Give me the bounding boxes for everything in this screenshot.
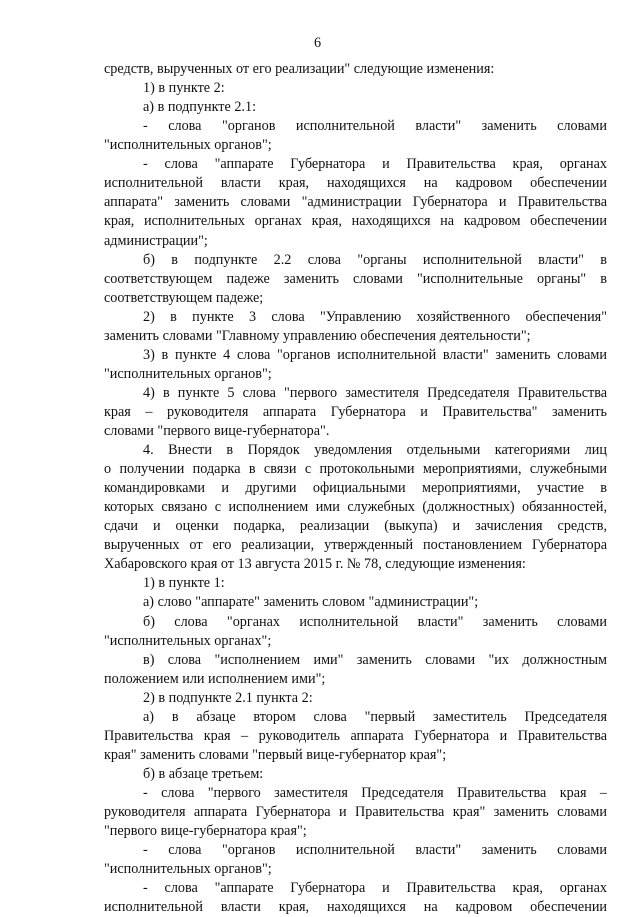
text-line: б) в подпункте 2.2 слова "органы исполнительной власти" в: [143, 251, 607, 268]
text-line: 2) в пункте 3 слова "Управлению хозяйственного обеспечения": [143, 308, 607, 325]
text-line: - слова "органов исполнительной власти" заменить словами: [143, 118, 607, 135]
text-line: руководителя аппарата Губернатора и Правительства края" заменить словами: [104, 804, 607, 820]
text-line: "исполнительных органов";: [104, 365, 272, 382]
text-line: - слова "органов исполнительной власти" заменить словами: [143, 842, 607, 859]
text-line: которых связано с исполнением ими служебных (должностных) обязанностей,: [104, 499, 607, 516]
text-line: "первого вице-губернатора края";: [104, 823, 307, 839]
text-line: б) в абзаце третьем:: [143, 765, 264, 782]
text-line: исполнительной власти края, находящихся на кадровом обеспечении: [104, 175, 607, 192]
text-line: 4) в пункте 5 слова "первого заместителя Председателя Правительства: [143, 384, 607, 401]
text-line: - слова "аппарате Губернатора и Правительства края, органах: [143, 156, 607, 173]
text-line: 4. Внести в Порядок уведомления отдельными категориями лиц: [143, 442, 607, 458]
text-line: - слова "аппарате Губернатора и Правительства края, органах: [143, 880, 607, 897]
text-line: средств, вырученных от его реализации" следующие изменения:: [104, 61, 495, 77]
text-line: заменить словами "Главному управлению обеспечения деятельности";: [104, 327, 531, 344]
text-line: вырученных от его реализации, утвержденный постановлением Губернатора: [104, 537, 607, 554]
text-line: а) слово "аппарате" заменить словом "администрации";: [143, 594, 479, 611]
text-line: "исполнительных органах";: [104, 632, 272, 649]
text-line: "исполнительных органов";: [104, 137, 272, 154]
text-line: исполнительной власти края, находящихся на кадровом обеспечении: [104, 899, 607, 916]
text-line: края, исполнительных органах края, находящихся на кадровом обеспечении: [104, 213, 607, 230]
text-line: положением или исполнением ими";: [104, 670, 326, 687]
text-line: Хабаровского края от 13 августа 2015 г. № 78, следующие изменения:: [104, 556, 526, 573]
text-line: края" заменить словами "первый вице-губернатор края";: [104, 746, 447, 763]
text-line: администрации";: [104, 232, 208, 249]
text-line: а) в подпункте 2.1:: [143, 99, 257, 116]
text-line: словами "первого вице-губернатора".: [104, 422, 330, 439]
text-line: Правительства края – руководитель аппарата Губернатора и Правительства: [104, 727, 607, 744]
text-line: края – руководителя аппарата Губернатора и Правительства" заменить: [104, 403, 607, 420]
text-line: аппарата" заменить словами "администрации Губернатора и Правительства: [104, 194, 607, 211]
text-line: соответствующем падеже;: [104, 289, 264, 306]
text-line: сдачи и оценки подарка, реализации (выкупа) и зачисления средств,: [104, 518, 607, 535]
text-line: 3) в пункте 4 слова "органов исполнительной власти" заменить словами: [143, 346, 607, 363]
page-number: 6: [313, 35, 322, 51]
text-line: 1) в пункте 1:: [143, 575, 225, 592]
text-line: - слова "первого заместителя Председателя Правительства края –: [143, 784, 607, 801]
text-line: командировками и другими официальными мероприятиями, участие в: [104, 480, 607, 497]
text-line: о получении подарка в связи с протокольными мероприятиями, служебными: [104, 461, 607, 478]
text-line: б) слова "органах исполнительной власти" заменить словами: [143, 613, 607, 630]
text-line: соответствующем падеже заменить словами "исполнительные органы" в: [104, 270, 607, 287]
text-line: "исполнительных органов";: [104, 861, 272, 878]
text-line: 1) в пункте 2:: [143, 80, 225, 96]
text-line: а) в абзаце втором слова "первый заместитель Председателя: [143, 708, 607, 725]
text-line: 2) в подпункте 2.1 пункта 2:: [143, 689, 313, 706]
text-line: в) слова "исполнением ими" заменить словами "их должностным: [143, 651, 607, 668]
